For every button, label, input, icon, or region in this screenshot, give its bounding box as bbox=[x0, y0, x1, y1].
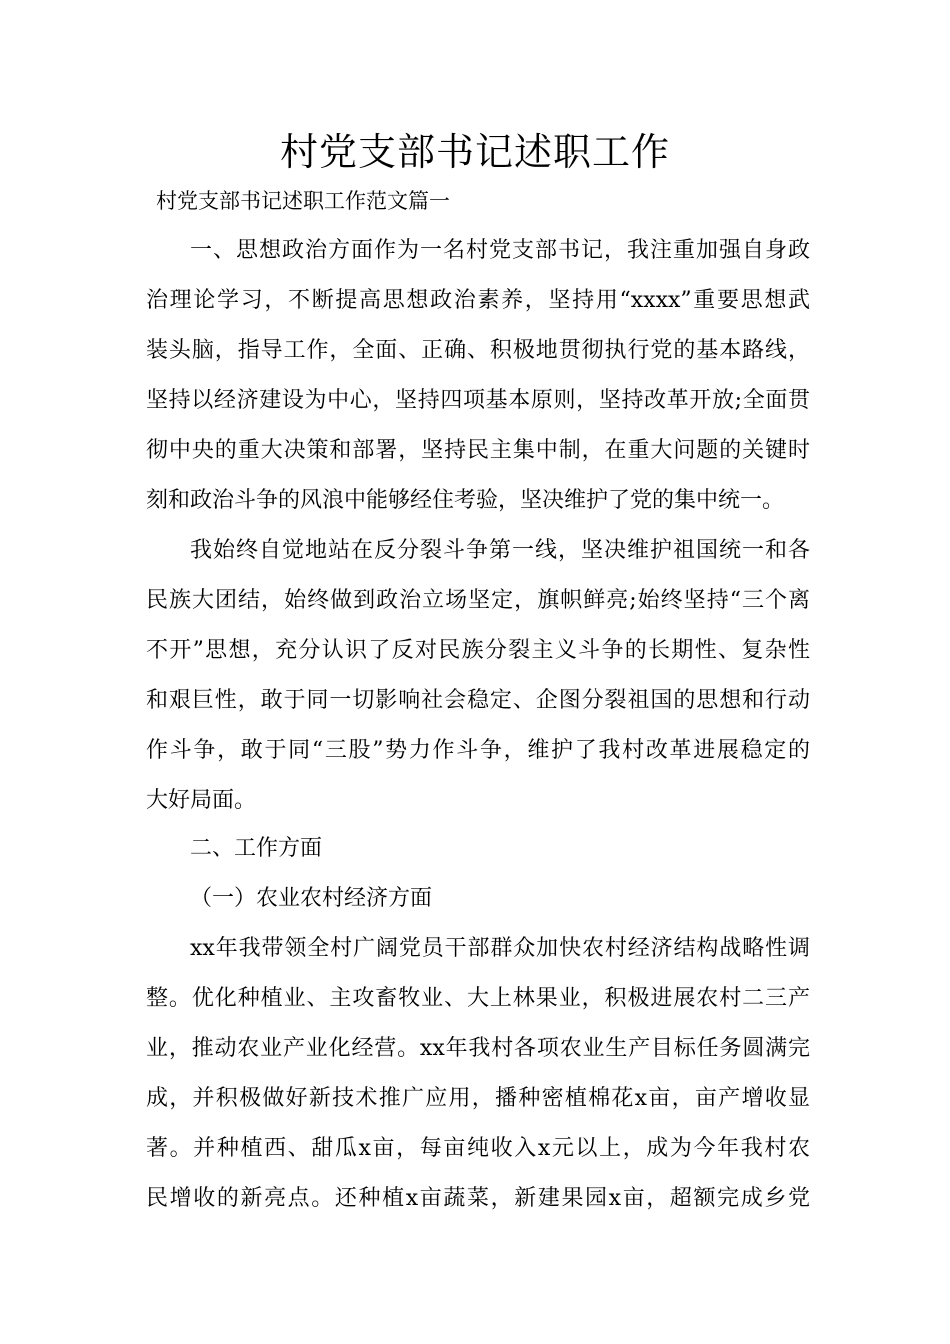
paragraph-line: 著。并种植西、甜瓜x亩，每亩纯收入x元以上，成为今年我村农 bbox=[146, 1136, 810, 1161]
paragraph-line: 民增收的新亮点。还种植x亩蔬菜，新建果园x亩，超额完成乡党 bbox=[146, 1186, 810, 1211]
document-subtitle: 村党支部书记述职工作范文篇一 bbox=[156, 189, 450, 213]
paragraph-line: 整。优化种植业、主攻畜牧业、大上林果业，积极进展农村二三产 bbox=[146, 986, 810, 1011]
paragraph-line: 大好局面。 bbox=[146, 788, 257, 813]
subsection-heading: （一）农业农村经济方面 bbox=[190, 886, 433, 911]
paragraph-line: 刻和政治斗争的风浪中能够经住考验，坚决维护了党的集中统一。 bbox=[146, 488, 785, 513]
paragraph-line: 装头脑，指导工作，全面、正确、积极地贯彻执行党的基本路线， bbox=[146, 338, 810, 363]
paragraph-line: 坚持以经济建设为中心，坚持四项基本原则，坚持改革开放;全面贯 bbox=[146, 388, 810, 413]
paragraph-line: 作斗争，敢于同“三股”势力作斗争，维护了我村改革进展稳定的 bbox=[146, 738, 810, 763]
paragraph-line: 不开”思想，充分认识了反对民族分裂主义斗争的长期性、复杂性 bbox=[146, 638, 810, 663]
paragraph-line: 民族大团结，始终做到政治立场坚定，旗帜鲜亮;始终坚持“三个离 bbox=[146, 588, 810, 613]
paragraph-line: 治理论学习，不断提高思想政治素养，坚持用“xxxx”重要思想武 bbox=[146, 288, 810, 313]
paragraph-line: 一、思想政治方面作为一名村党支部书记，我注重加强自身政 bbox=[190, 238, 810, 263]
paragraph-line: 业，推动农业产业化经营。xx年我村各项农业生产目标任务圆满完 bbox=[146, 1036, 810, 1061]
section-heading: 二、工作方面 bbox=[190, 836, 323, 861]
paragraph-line: 彻中央的重大决策和部署，坚持民主集中制，在重大问题的关键时 bbox=[146, 438, 810, 463]
paragraph-line: 和艰巨性，敢于同一切影响社会稳定、企图分裂祖国的思想和行动 bbox=[146, 688, 810, 713]
document-title: 村党支部书记述职工作 bbox=[279, 130, 670, 174]
paragraph-line: 我始终自觉地站在反分裂斗争第一线，坚决维护祖国统一和各 bbox=[190, 538, 810, 563]
paragraph-line: 成，并积极做好新技术推广应用，播种密植棉花x亩，亩产增收显 bbox=[146, 1086, 810, 1111]
paragraph-line: xx年我带领全村广阔党员干部群众加快农村经济结构战略性调 bbox=[190, 936, 810, 961]
